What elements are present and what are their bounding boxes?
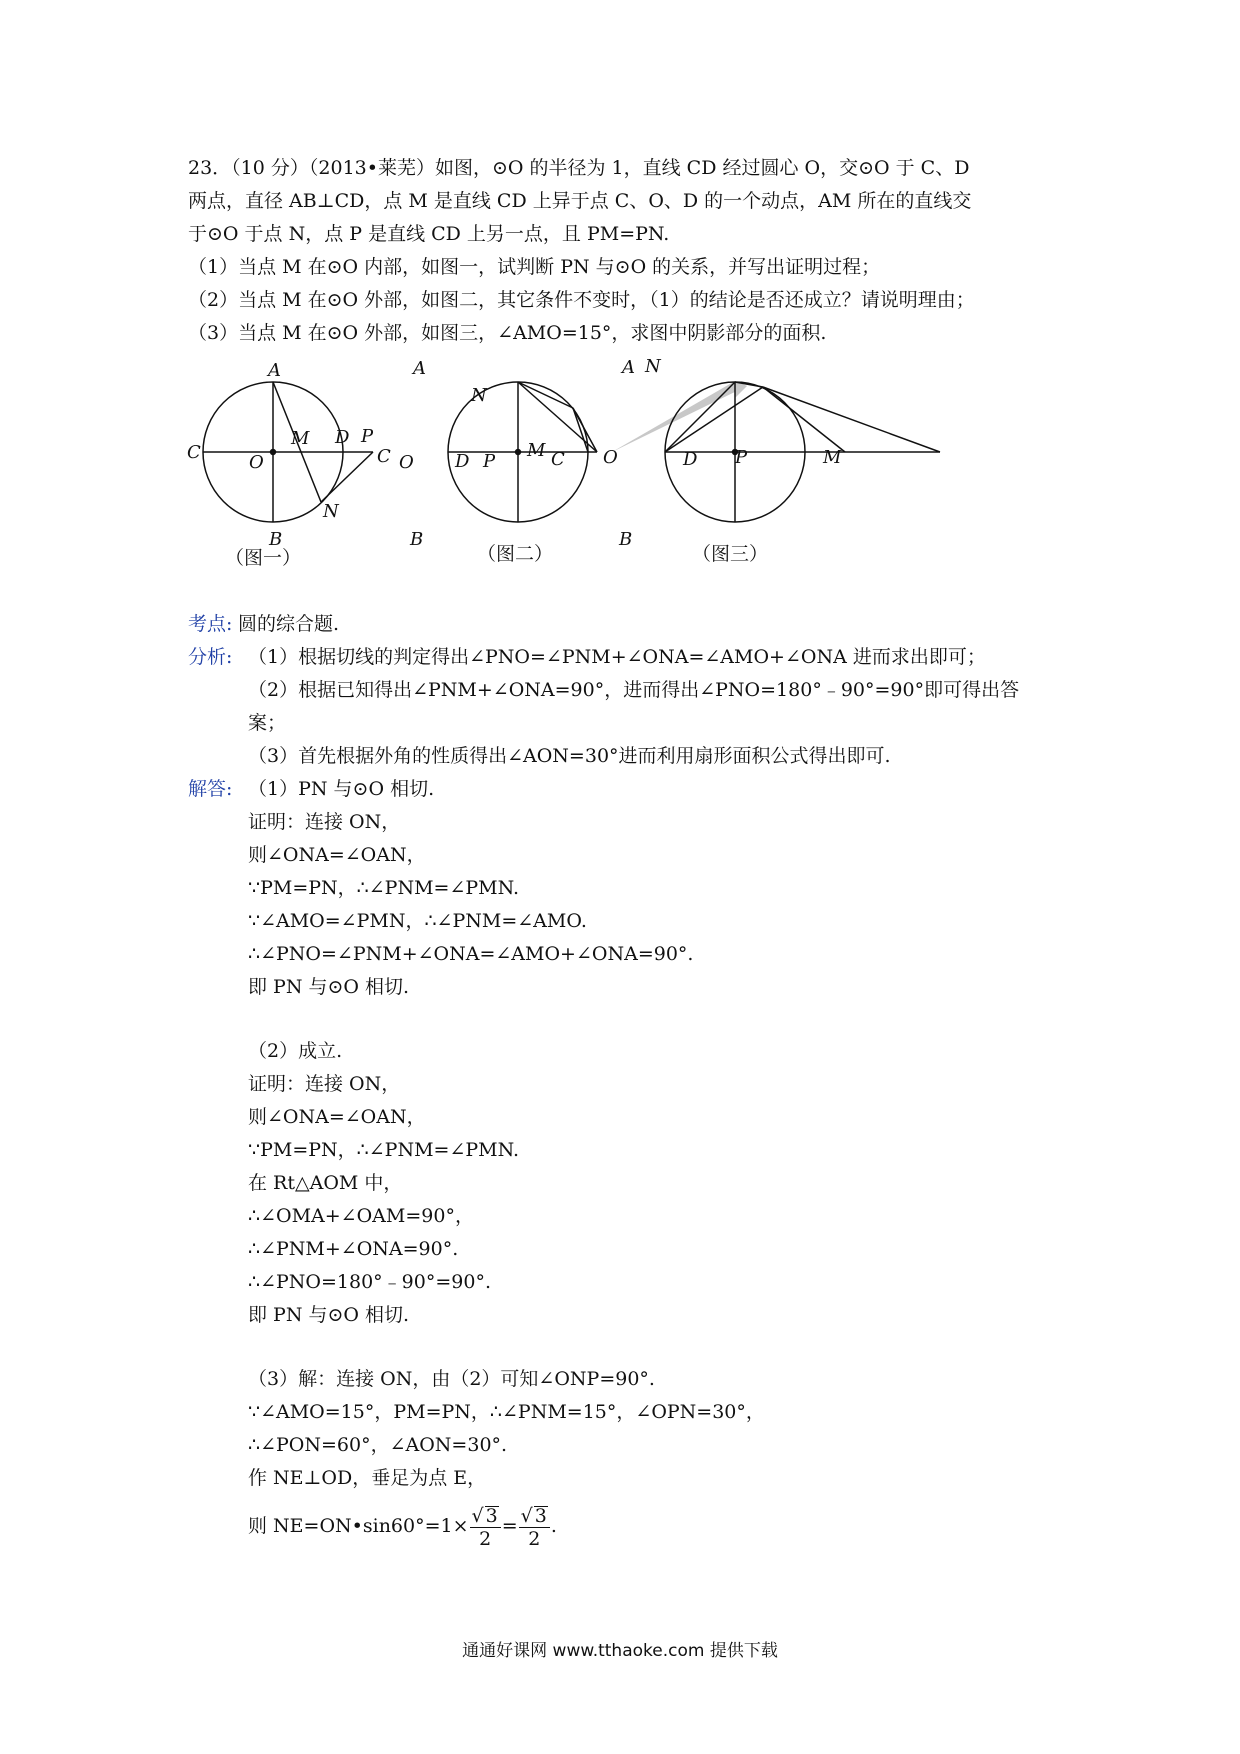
- fig1-label-c: C: [187, 442, 201, 463]
- problem-line-2: 两点，直径 AB⊥CD，点 M 是直线 CD 上异于点 C、O、D 的一个动点，AM 所在的直线交: [188, 190, 972, 212]
- solution-2-4: ∵PM=PN，∴∠PNM=∠PMN.: [248, 1139, 520, 1161]
- solution-3-4: 作 NE⊥OD，垂足为点 E，: [248, 1467, 487, 1489]
- solution-3-5-suffix: .: [550, 1515, 557, 1537]
- figure-1: [203, 382, 373, 522]
- fig2-label-n: N: [471, 385, 487, 406]
- question-1: （1）当点 M 在⊙O 内部，如图一，试判断 PN 与⊙O 的关系，并写出证明过程；: [188, 256, 881, 278]
- fig3-label-n: N: [645, 356, 661, 377]
- solution-3-5: [248, 1502, 557, 1550]
- fig1-label-d: D: [335, 427, 350, 448]
- fig2-label-o: O: [399, 452, 414, 473]
- fig3-caption: （图三）: [692, 543, 769, 565]
- fig1-label-p: P: [361, 426, 374, 447]
- solution-3-5-prefix: 则 NE=ON•sin60°=1×: [248, 1515, 469, 1537]
- fig3-label-c: C: [551, 449, 565, 470]
- geometry-figures: [185, 352, 965, 577]
- question-2: （2）当点 M 在⊙O 外部，如图二，其它条件不变时，（1）的结论是否还成立？请说明理由；: [188, 289, 975, 311]
- footer-watermark: 通通好课网 www.tthaoke.com 提供下载: [462, 1641, 778, 1661]
- problem-line-1: 23．（10 分）（2013•莱芜）如图，⊙O 的半径为 1，直线 CD 经过圆心 O，交⊙O 于 C、D: [188, 157, 970, 179]
- fig3-label-o: O: [603, 447, 618, 468]
- fig2-label-d: D: [455, 451, 470, 472]
- fig2-label-m: M: [527, 440, 546, 461]
- solution-1-1: （1）PN 与⊙O 相切.: [248, 778, 435, 800]
- fig3-label-p: P: [735, 447, 748, 468]
- fig2-center-dot: [516, 450, 521, 455]
- equals-sign: =: [501, 1515, 518, 1537]
- fig1-line-pn: [321, 452, 373, 502]
- fig3-shade-left: [612, 381, 747, 452]
- sqrt-radicand: 3: [485, 1504, 498, 1527]
- question-3: （3）当点 M 在⊙O 外部，如图三，∠AMO=15°，求图中阴影部分的面积.: [188, 322, 827, 344]
- analysis-1: （1）根据切线的判定得出∠PNO=∠PNM+∠ONA=∠AMO+∠ONA 进而求出即可；: [248, 646, 986, 668]
- fig1-label-o: O: [249, 452, 264, 473]
- solution-2-9: 即 PN 与⊙O 相切.: [248, 1304, 410, 1326]
- analysis-2a: （2）根据已知得出∠PNM+∠ONA=90°，进而得出∠PNO=180°﹣90°=90°即可得出答: [248, 679, 1020, 701]
- sqrt-radicand-2: 3: [534, 1504, 547, 1527]
- solution-1-6: ∴∠PNO=∠PNM+∠ONA=∠AMO+∠ONA=90°.: [248, 943, 694, 965]
- fraction-sqrt3-over-2-second: [519, 1505, 550, 1550]
- analysis-2b: 案；: [248, 712, 287, 734]
- kaodian-label: 考点:: [188, 613, 233, 635]
- solution-2-6: ∴∠OMA+∠OAM=90°，: [248, 1205, 474, 1227]
- fig3-line-nm: [763, 387, 940, 452]
- solution-2-8: ∴∠PNO=180°﹣90°=90°.: [248, 1271, 491, 1293]
- fig2-caption: （图二）: [477, 543, 554, 565]
- solution-1-3: 则∠ONA=∠OAN，: [248, 844, 426, 866]
- fig3-label-m: M: [823, 447, 842, 468]
- solution-1-2: 证明：连接 ON，: [248, 811, 401, 833]
- solution-2-3: 则∠ONA=∠OAN，: [248, 1106, 426, 1128]
- solution-2-7: ∴∠PNM+∠ONA=90°.: [248, 1238, 459, 1260]
- fraction-denominator-2: 2: [528, 1527, 541, 1550]
- fig3-label-a: A: [622, 357, 635, 378]
- fig1-label-m: M: [291, 428, 310, 449]
- fig3-label-d: D: [683, 449, 698, 470]
- fraction-sqrt3-over-2: [470, 1505, 501, 1550]
- fig1-label-b: B: [269, 529, 283, 550]
- fig2-label-b: B: [410, 529, 424, 550]
- fig1-label-a: A: [268, 360, 281, 381]
- problem-line-3: 于⊙O 于点 N，点 P 是直线 CD 上另一点，且 PM=PN.: [188, 223, 670, 245]
- solution-1-7: 即 PN 与⊙O 相切.: [248, 976, 410, 998]
- fig2-line-an: [518, 382, 573, 408]
- fig2-label-p: P: [483, 451, 496, 472]
- solution-3-1: （3）解：连接 ON，由（2）可知∠ONP=90°.: [248, 1368, 655, 1390]
- solution-1-4: ∵PM=PN，∴∠PNM=∠PMN.: [248, 877, 520, 899]
- fig3-label-b: B: [619, 529, 633, 550]
- analysis-3: （3）首先根据外角的性质得出∠AON=30°进而利用扇形面积公式得出即可.: [248, 745, 891, 767]
- solution-3-3: ∴∠PON=60°，∠AON=30°.: [248, 1434, 508, 1456]
- fenxi-label: 分析:: [188, 646, 233, 668]
- solution-1-5: ∵∠AMO=∠PMN，∴∠PNM=∠AMO.: [248, 910, 587, 932]
- fig1-label-n: N: [323, 501, 339, 522]
- figure-3: [612, 381, 940, 522]
- fig1-center-dot: [271, 450, 276, 455]
- fraction-denominator: 2: [479, 1527, 492, 1550]
- sqrt-sign-2: √: [520, 1504, 533, 1527]
- kaodian-text: 圆的综合题.: [238, 613, 340, 635]
- fig2-label-c: C: [377, 446, 391, 467]
- solution-2-2: 证明：连接 ON，: [248, 1073, 401, 1095]
- solution-2-1: （2）成立.: [248, 1040, 343, 1062]
- fig2-label-a: A: [413, 358, 426, 379]
- sqrt-sign: √: [471, 1504, 484, 1527]
- jieda-label: 解答:: [188, 778, 233, 800]
- solution-2-5: 在 Rt△AOM 中，: [248, 1172, 403, 1194]
- solution-3-2: ∵∠AMO=15°，PM=PN，∴∠PNM=15°，∠OPN=30°，: [248, 1401, 765, 1423]
- fig1-caption: （图一）: [225, 547, 302, 569]
